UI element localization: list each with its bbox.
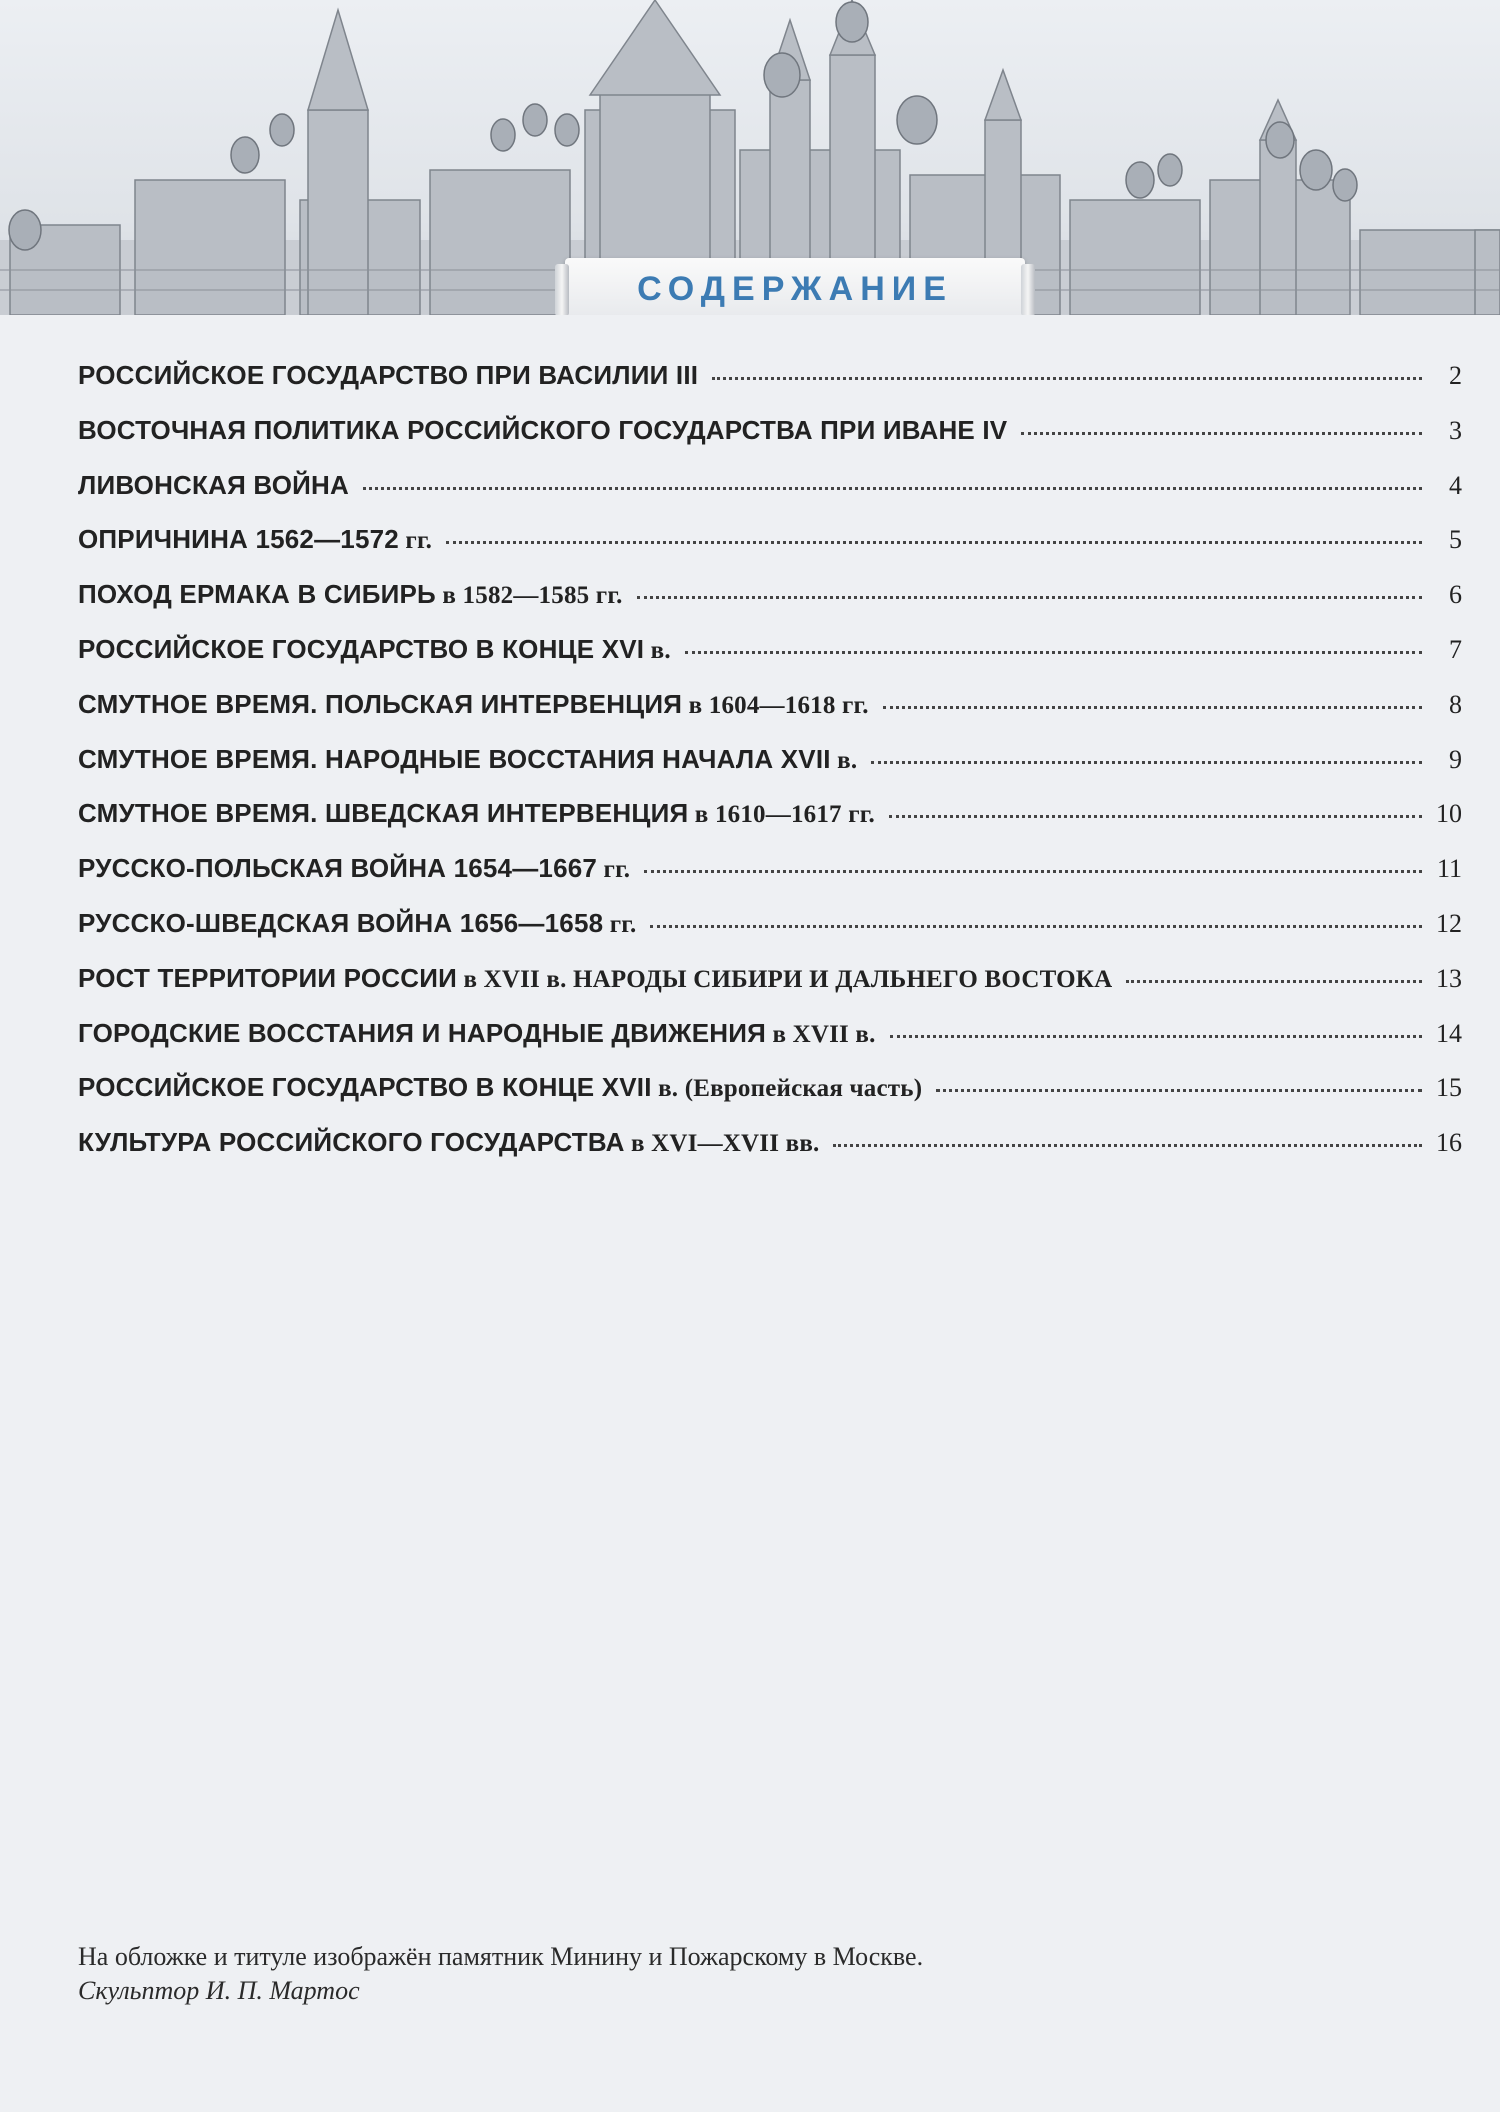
toc-entry[interactable] <box>78 360 1462 415</box>
toc-page-number: 7 <box>1449 634 1462 664</box>
dot-leader <box>1126 980 1422 983</box>
toc-page-number: 16 <box>1436 1128 1462 1158</box>
toc-entry-title: КУЛЬТУРА РОССИЙСКОГО ГОСУДАРСТВА в XVI—XVII вв. <box>78 1127 820 1158</box>
toc-entry[interactable] <box>78 798 1462 853</box>
cover-description: На обложке и титуле изображён памятник Минину и Пожарскому в Москве. <box>78 1942 924 1971</box>
toc-page-number: 14 <box>1436 1018 1462 1048</box>
dot-leader <box>637 596 1422 599</box>
toc-entry-title: СМУТНОЕ ВРЕМЯ. НАРОДНЫЕ ВОССТАНИЯ НАЧАЛА XVII в. <box>78 743 858 774</box>
toc-page-number: 12 <box>1436 908 1462 938</box>
toc-entry[interactable] <box>78 524 1462 579</box>
dot-leader <box>1021 432 1422 435</box>
toc-entry-title: ПОХОД ЕРМАКА В СИБИРЬ в 1582—1585 гг. <box>78 579 623 610</box>
dot-leader <box>650 925 1422 928</box>
toc-entry-title: СМУТНОЕ ВРЕМЯ. ПОЛЬСКАЯ ИНТЕРВЕНЦИЯ в 1604—1618 гг. <box>78 688 869 719</box>
toc-entry-title: СМУТНОЕ ВРЕМЯ. ШВЕДСКАЯ ИНТЕРВЕНЦИЯ в 1610—1617 гг. <box>78 798 875 829</box>
toc-entry[interactable] <box>78 744 1462 799</box>
toc-entry[interactable] <box>78 689 1462 744</box>
toc-entry-title: РУССКО-ПОЛЬСКАЯ ВОЙНА 1654—1667 гг. <box>78 853 631 884</box>
toc-page-number: 8 <box>1449 689 1462 719</box>
toc-entry[interactable] <box>78 963 1462 1018</box>
toc-entry-title: РУССКО-ШВЕДСКАЯ ВОЙНА 1656—1658 гг. <box>78 907 637 938</box>
toc-page-number: 3 <box>1449 415 1462 445</box>
toc-entry[interactable] <box>78 415 1462 470</box>
toc-entry[interactable] <box>78 579 1462 634</box>
header-illustration <box>0 0 1500 315</box>
cover-credit-note <box>78 1940 1378 2008</box>
dot-leader <box>363 487 1422 490</box>
sculptor-credit: Скульптор И. П. Мартос <box>78 1976 360 2005</box>
toc-entry[interactable] <box>78 634 1462 689</box>
page-title: СОДЕРЖАНИЕ <box>637 269 953 308</box>
toc-entry[interactable] <box>78 1127 1462 1182</box>
toc-page-number: 10 <box>1436 799 1462 829</box>
dot-leader <box>833 1144 1422 1147</box>
toc-page-number: 11 <box>1436 854 1462 884</box>
dot-leader <box>890 1035 1422 1038</box>
dot-leader <box>644 870 1422 873</box>
toc-entry[interactable] <box>78 853 1462 908</box>
dot-leader <box>871 761 1422 764</box>
toc-entry-title: РОССИЙСКОЕ ГОСУДАРСТВО ПРИ ВАСИЛИИ III <box>78 360 699 390</box>
dot-leader <box>889 815 1422 818</box>
toc-page-number: 9 <box>1449 744 1462 774</box>
toc-entry[interactable] <box>78 1018 1462 1073</box>
dot-leader <box>936 1089 1422 1092</box>
toc-entry[interactable] <box>78 1072 1462 1127</box>
toc-entry-title: ГОРОДСКИЕ ВОССТАНИЯ И НАРОДНЫЕ ДВИЖЕНИЯ в XVII в. <box>78 1017 876 1048</box>
table-of-contents <box>78 360 1462 1182</box>
dot-leader <box>685 651 1422 654</box>
toc-entry-title: ОПРИЧНИНА 1562—1572 гг. <box>78 524 433 555</box>
toc-entry-title: РОССИЙСКОЕ ГОСУДАРСТВО В КОНЦЕ XVI в. <box>78 633 671 664</box>
toc-entry[interactable] <box>78 470 1462 525</box>
toc-entry-title: ЛИВОНСКАЯ ВОЙНА <box>78 469 349 500</box>
dot-leader <box>712 377 1422 380</box>
toc-page-number: 6 <box>1449 580 1462 610</box>
toc-page-number: 4 <box>1449 470 1462 500</box>
toc-entry-title: РОССИЙСКОЕ ГОСУДАРСТВО В КОНЦЕ XVII в. (Европейская часть) <box>78 1072 923 1103</box>
toc-page-number: 15 <box>1436 1073 1462 1103</box>
toc-entry-title: ВОСТОЧНАЯ ПОЛИТИКА РОССИЙСКОГО ГОСУДАРСТВА ПРИ ИВАНЕ IV <box>78 414 1008 445</box>
dot-leader <box>446 541 1422 544</box>
toc-entry[interactable] <box>78 908 1462 963</box>
toc-entry-title: РОСТ ТЕРРИТОРИИ РОССИИ в XVII в. НАРОДЫ СИБИРИ И ДАЛЬНЕГО ВОСТОКА <box>78 962 1113 993</box>
dot-leader <box>883 706 1422 709</box>
toc-page-number: 13 <box>1436 963 1462 993</box>
contents-banner <box>565 258 1025 315</box>
toc-page-number: 5 <box>1449 525 1462 555</box>
toc-page-number: 2 <box>1449 361 1462 390</box>
